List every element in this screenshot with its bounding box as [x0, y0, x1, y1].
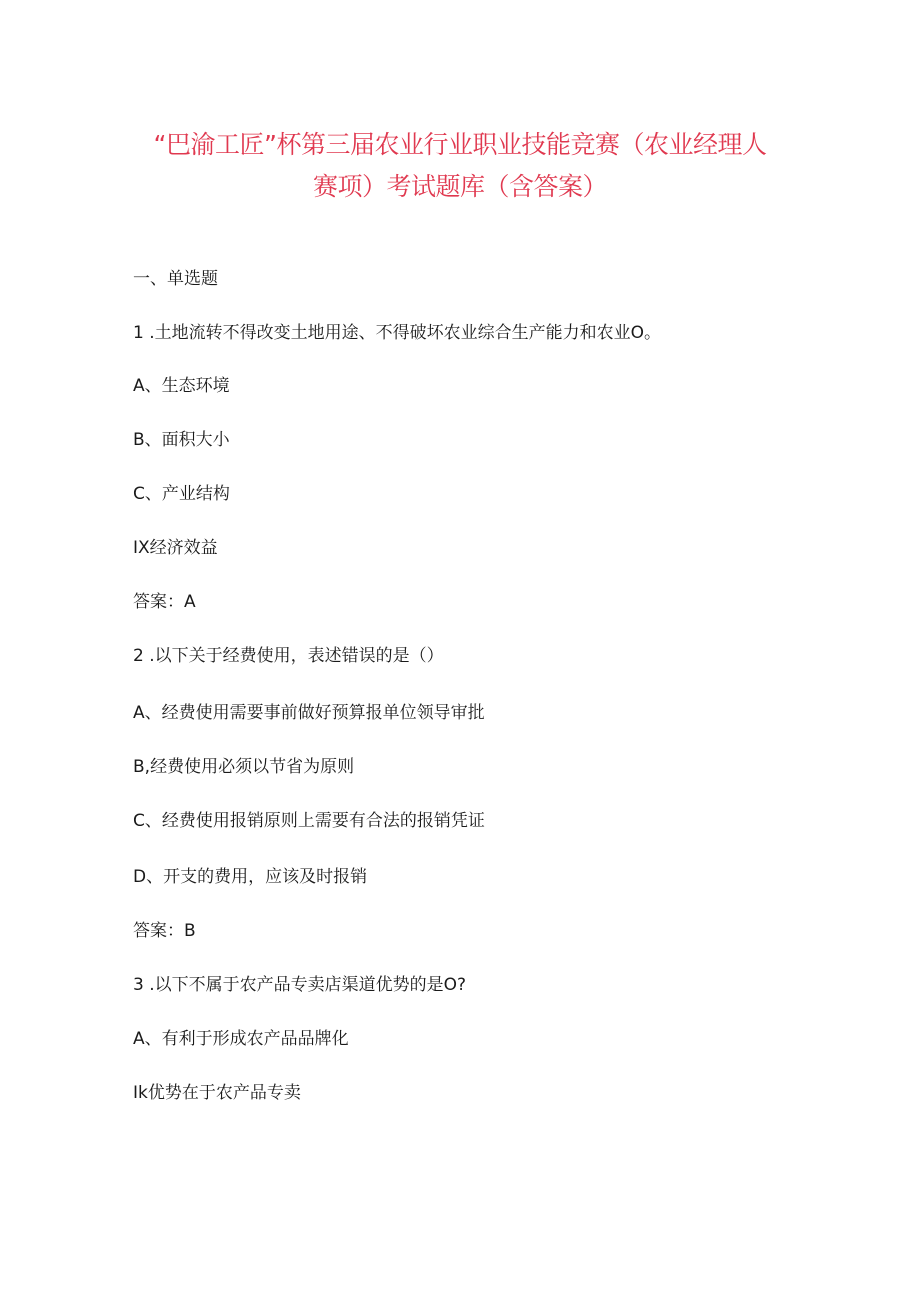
- question-2-option-a: A、经费使用需要事前做好预算报单位领导审批: [133, 703, 485, 723]
- question-1-option-a: A、生态环境: [133, 376, 230, 396]
- question-1-stem: 1 .土地流转不得改变土地用途、不得破坏农业综合生产能力和农业O。: [133, 323, 662, 343]
- question-2-option-d: D、开支的费用，应该及时报销: [133, 867, 368, 887]
- document-title-line-1: “巴渝工匠”杯第三届农业行业职业技能竞赛（农业经理人: [153, 130, 767, 159]
- question-2-option-c: C、经费使用报销原则上需要有合法的报销凭证: [133, 811, 485, 831]
- question-2-stem: 2 .以下关于经费使用，表述错误的是（）: [133, 646, 444, 666]
- question-2-option-b: B,经费使用必须以节省为原则: [133, 757, 355, 777]
- question-1-option-d: IX经济效益: [133, 538, 218, 558]
- question-2-answer: 答案：B: [133, 921, 196, 941]
- question-1-answer: 答案：A: [133, 592, 196, 612]
- document-title-line-2: 赛项）考试题库（含答案）: [312, 172, 607, 201]
- question-1-option-c: C、产业结构: [133, 484, 230, 504]
- question-3-stem: 3 .以下不属于农产品专卖店渠道优势的是O?: [133, 975, 467, 995]
- question-3-option-b: Ik优势在于农产品专卖: [133, 1083, 301, 1103]
- question-3-option-a: A、有利于形成农产品品牌化: [133, 1029, 349, 1049]
- section-heading: 一、单选题: [133, 269, 218, 289]
- question-1-option-b: B、面积大小: [133, 430, 230, 450]
